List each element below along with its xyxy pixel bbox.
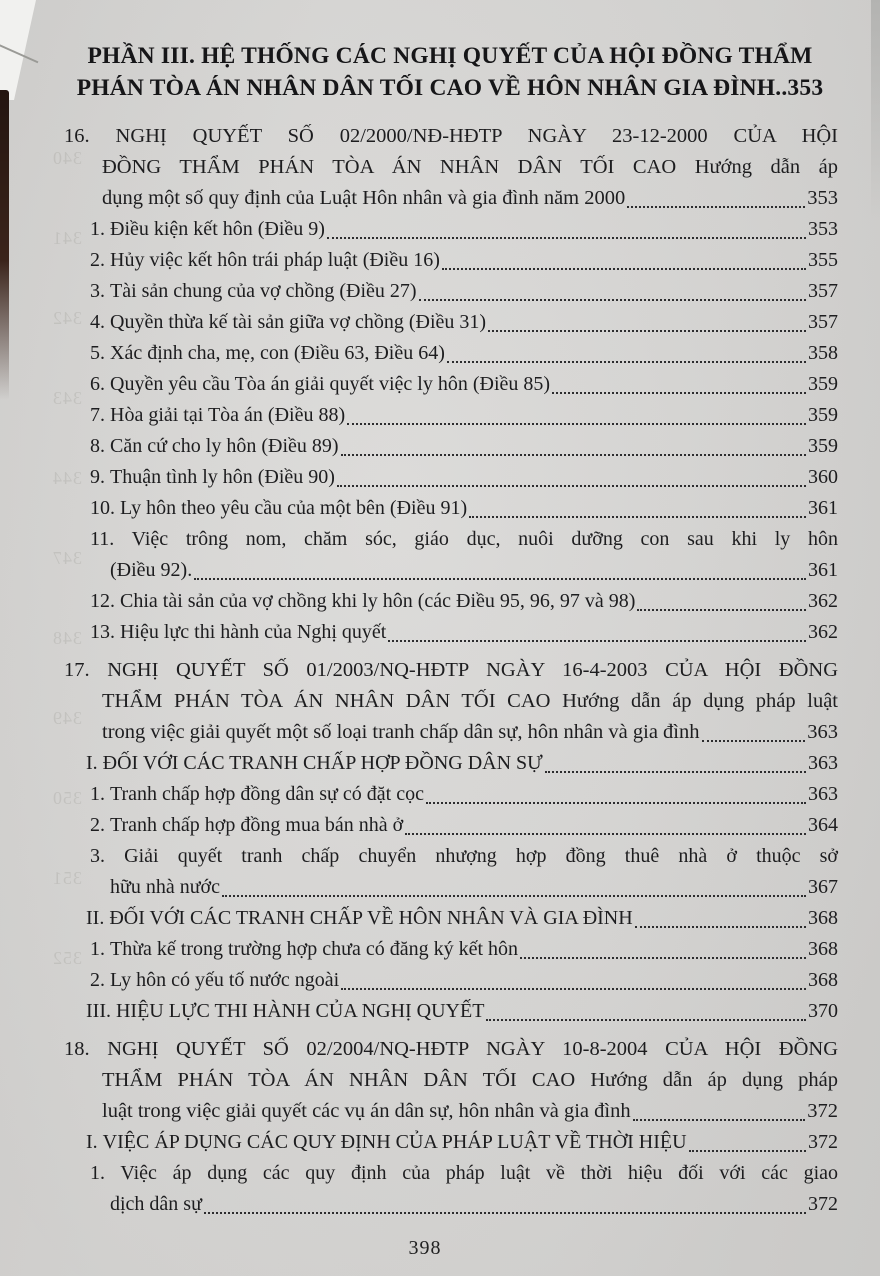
toc-entry bbox=[58, 996, 838, 1027]
entry-number: 17. bbox=[64, 659, 108, 681]
toc-entry bbox=[58, 307, 838, 338]
toc-entry bbox=[58, 493, 838, 524]
entry-page-number: 359 bbox=[808, 435, 838, 457]
leader-dots bbox=[347, 423, 806, 425]
entry-page-number: 359 bbox=[808, 373, 838, 395]
entry-number: I. bbox=[86, 1131, 103, 1153]
toc-entry bbox=[58, 524, 838, 586]
toc-entry bbox=[58, 748, 838, 779]
leader-dots bbox=[426, 802, 806, 804]
leader-dots bbox=[419, 299, 806, 301]
toc-entry bbox=[58, 245, 838, 276]
entry-page-number: 357 bbox=[808, 280, 838, 302]
leader-dots bbox=[552, 392, 806, 394]
toc-entry bbox=[58, 655, 838, 748]
toc-entry bbox=[58, 276, 838, 307]
entry-page-number: 355 bbox=[808, 249, 838, 271]
entry-text: Hủy việc kết hôn trái pháp luật (Điều 16) bbox=[110, 249, 440, 271]
leader-dots bbox=[635, 926, 806, 928]
entry-number: 9. bbox=[90, 466, 110, 488]
entry-text: NGHỊ QUYẾT SỐ 02/2004/NQ-HĐTP NGÀY 10-8-2004 CỦA HỘI ĐỒNG bbox=[107, 1038, 839, 1060]
toc-entry bbox=[58, 586, 838, 617]
leader-dots bbox=[341, 988, 806, 990]
entry-number: 4. bbox=[90, 311, 110, 333]
bleedthrough-number: 342 bbox=[52, 308, 82, 328]
toc-entry bbox=[58, 1127, 838, 1158]
leader-dots bbox=[405, 833, 806, 835]
entry-page-number: 372 bbox=[808, 1131, 838, 1153]
entry-text: Ly hôn theo yêu cầu của một bên (Điều 91) bbox=[120, 497, 468, 519]
toc-entry bbox=[58, 934, 838, 965]
entry-number: 1. bbox=[90, 783, 110, 805]
leader-dots bbox=[194, 578, 806, 580]
entry-text: dụng một số quy định của Luật Hôn nhân và gia đình năm 2000 bbox=[102, 187, 626, 209]
entry-number: I. bbox=[86, 752, 103, 774]
leader-dots bbox=[486, 1019, 806, 1021]
entry-text: THẨM PHÁN TÒA ÁN NHÂN DÂN TỐI CAO Hướng dẫn áp dụng pháp luật bbox=[102, 690, 838, 712]
entry-number: 16. bbox=[64, 125, 116, 147]
entry-page-number: 353 bbox=[808, 218, 838, 240]
entry-page-number: 372 bbox=[807, 1100, 838, 1122]
entry-text: HIỆU LỰC THI HÀNH CỦA NGHỊ QUYẾT bbox=[115, 1000, 485, 1022]
entry-text: NGHỊ QUYẾT SỐ 02/2000/NĐ-HĐTP NGÀY 23-12-2000 CỦA HỘI bbox=[115, 125, 839, 147]
entry-page-number: 357 bbox=[808, 311, 838, 333]
toc-entry bbox=[58, 369, 838, 400]
bleedthrough-number: 348 bbox=[52, 628, 82, 648]
leader-dots bbox=[520, 957, 806, 959]
entry-page-number: 362 bbox=[808, 621, 838, 643]
entry-text: hữu nhà nước bbox=[110, 876, 221, 898]
toc-entry bbox=[58, 617, 838, 648]
entry-text: ĐỒNG THẨM PHÁN TÒA ÁN NHÂN DÂN TỐI CAO Hướng dẫn áp bbox=[102, 156, 838, 178]
entry-text: VIỆC ÁP DỤNG CÁC QUY ĐỊNH CỦA PHÁP LUẬT VỀ THỜI HIỆU bbox=[102, 1131, 687, 1153]
entry-number: II. bbox=[86, 907, 110, 929]
leader-dots bbox=[633, 1119, 806, 1121]
entry-number: 12. bbox=[90, 590, 120, 612]
entry-text: luật trong việc giải quyết các vụ án dân sự, hôn nhân và gia đình bbox=[102, 1100, 631, 1122]
leader-dots bbox=[337, 485, 806, 487]
toc-entry bbox=[58, 1158, 838, 1220]
leader-dots bbox=[689, 1150, 806, 1152]
entry-text: ĐỐI VỚI CÁC TRANH CHẤP HỢP ĐỒNG DÂN SỰ bbox=[102, 752, 543, 774]
entry-page-number: 367 bbox=[808, 876, 838, 898]
entry-number: 2. bbox=[90, 814, 110, 836]
entry-number: 7. bbox=[90, 404, 110, 426]
leader-dots bbox=[204, 1212, 806, 1214]
toc-entry bbox=[58, 338, 838, 369]
toc-entry bbox=[58, 965, 838, 996]
entry-text: Tranh chấp hợp đồng dân sự có đặt cọc bbox=[110, 783, 424, 805]
leader-dots bbox=[627, 206, 805, 208]
entry-page-number: 368 bbox=[808, 969, 838, 991]
entry-number: 3. bbox=[90, 845, 125, 867]
leader-dots bbox=[341, 454, 806, 456]
entry-number: 8. bbox=[90, 435, 110, 457]
entry-text: Tài sản chung của vợ chồng (Điều 27) bbox=[110, 280, 417, 302]
entry-text: ĐỐI VỚI CÁC TRANH CHẤP VỀ HÔN NHÂN VÀ GIA ĐÌNH bbox=[109, 907, 633, 929]
entry-text: Quyền thừa kế tài sản giữa vợ chồng (Điều 31) bbox=[110, 311, 487, 333]
entry-text: Thừa kế trong trường hợp chưa có đăng ký kết hôn bbox=[110, 938, 519, 960]
toc-entry bbox=[58, 1034, 838, 1127]
entry-number: 1. bbox=[90, 1162, 121, 1184]
entry-text: Chia tài sản của vợ chồng khi ly hôn (các Điều 95, 96, 97 và 98) bbox=[120, 590, 636, 612]
bleedthrough-number: 340 bbox=[52, 148, 82, 168]
footer-page-number: 398 bbox=[408, 1237, 442, 1259]
entry-page-number: 362 bbox=[808, 590, 838, 612]
bleedthrough-number: 343 bbox=[52, 388, 82, 408]
bleedthrough-number: 349 bbox=[52, 708, 82, 728]
leader-dots bbox=[327, 237, 806, 239]
entry-page-number: 361 bbox=[808, 497, 838, 519]
toc-entry bbox=[58, 214, 838, 245]
toc-entry bbox=[58, 400, 838, 431]
bleedthrough-number: 352 bbox=[52, 948, 82, 968]
leader-dots bbox=[545, 771, 806, 773]
entry-number: III. bbox=[86, 1000, 116, 1022]
toc-entry bbox=[58, 121, 838, 214]
entry-number: 11. bbox=[90, 528, 132, 550]
entry-number: 18. bbox=[64, 1038, 108, 1060]
entry-text: Hiệu lực thi hành của Nghị quyết bbox=[120, 621, 387, 643]
bleedthrough-number: 350 bbox=[52, 788, 82, 808]
leader-dots bbox=[469, 516, 806, 518]
entry-page-number: 361 bbox=[808, 559, 838, 581]
entry-text: Việc áp dụng các quy định của pháp luật về thời hiệu đối với các giao bbox=[120, 1162, 839, 1184]
entry-text: Điều kiện kết hôn (Điều 9) bbox=[110, 218, 325, 240]
entry-page-number: 372 bbox=[808, 1193, 838, 1215]
entry-text: Tranh chấp hợp đồng mua bán nhà ở bbox=[110, 814, 404, 836]
section-heading bbox=[68, 40, 832, 104]
section-heading-line1: PHẦN III. HỆ THỐNG CÁC NGHỊ QUYẾT CỦA HỘI ĐỒNG THẨM bbox=[87, 43, 813, 69]
entry-text: Giải quyết tranh chấp chuyển nhượng hợp đồng thuê nhà ở thuộc sở bbox=[124, 845, 839, 867]
toc-entry bbox=[58, 462, 838, 493]
leader-dots bbox=[222, 895, 806, 897]
leader-dots bbox=[637, 609, 806, 611]
section-heading-line2: PHÁN TÒA ÁN NHÂN DÂN TỐI CAO VỀ HÔN NHÂN GIA ĐÌNH..353 bbox=[76, 75, 824, 101]
entry-text: Việc trông nom, chăm sóc, giáo dục, nuôi dưỡng con sau khi ly hôn bbox=[131, 528, 838, 550]
leader-dots bbox=[488, 330, 806, 332]
entry-page-number: 353 bbox=[807, 187, 838, 209]
toc-list bbox=[58, 121, 838, 1220]
entry-text: (Điều 92). bbox=[110, 559, 193, 581]
entry-number: 1. bbox=[90, 218, 110, 240]
entry-text: Căn cứ cho ly hôn (Điều 89) bbox=[110, 435, 339, 457]
entry-number: 1. bbox=[90, 938, 110, 960]
entry-page-number: 363 bbox=[808, 752, 838, 774]
entry-text: THẨM PHÁN TÒA ÁN NHÂN DÂN TỐI CAO Hướng dẫn áp dụng pháp bbox=[102, 1069, 838, 1091]
entry-number: 3. bbox=[90, 280, 110, 302]
entry-page-number: 359 bbox=[808, 404, 838, 426]
leader-dots bbox=[388, 640, 806, 642]
entry-text: dịch dân sự bbox=[110, 1193, 202, 1215]
entry-page-number: 364 bbox=[808, 814, 838, 836]
entry-page-number: 363 bbox=[807, 721, 838, 743]
entry-text: Hòa giải tại Tòa án (Điều 88) bbox=[110, 404, 346, 426]
bleedthrough-number: 341 bbox=[52, 228, 82, 248]
entry-text: Thuận tình ly hôn (Điều 90) bbox=[110, 466, 335, 488]
entry-number: 5. bbox=[90, 342, 110, 364]
entry-number: 13. bbox=[90, 621, 120, 643]
entry-page-number: 363 bbox=[808, 783, 838, 805]
toc-entry bbox=[58, 779, 838, 810]
entry-text: Ly hôn có yếu tố nước ngoài bbox=[110, 969, 340, 991]
leader-dots bbox=[702, 740, 806, 742]
entry-number: 10. bbox=[90, 497, 120, 519]
entry-page-number: 360 bbox=[808, 466, 838, 488]
toc-entry bbox=[58, 841, 838, 903]
bleedthrough-number: 344 bbox=[52, 468, 82, 488]
entry-number: 2. bbox=[90, 969, 110, 991]
leader-dots bbox=[447, 361, 806, 363]
leader-dots bbox=[442, 268, 806, 270]
toc-entry bbox=[58, 903, 838, 934]
entry-text: NGHỊ QUYẾT SỐ 01/2003/NQ-HĐTP NGÀY 16-4-2003 CỦA HỘI ĐỒNG bbox=[107, 659, 839, 681]
entry-text: trong việc giải quyết một số loại tranh chấp dân sự, hôn nhân và gia đình bbox=[102, 721, 700, 743]
entry-page-number: 368 bbox=[808, 938, 838, 960]
bleedthrough-number: 351 bbox=[52, 868, 82, 888]
entry-page-number: 358 bbox=[808, 342, 838, 364]
entry-number: 2. bbox=[90, 249, 110, 271]
bleedthrough-number: 347 bbox=[52, 548, 82, 568]
entry-number: 6. bbox=[90, 373, 110, 395]
toc-entry bbox=[58, 431, 838, 462]
entry-page-number: 370 bbox=[808, 1000, 838, 1022]
entry-text: Xác định cha, mẹ, con (Điều 63, Điều 64) bbox=[110, 342, 445, 364]
entry-text: Quyền yêu cầu Tòa án giải quyết việc ly hôn (Điều 85) bbox=[110, 373, 551, 395]
entry-page-number: 368 bbox=[808, 907, 838, 929]
toc-entry bbox=[58, 810, 838, 841]
